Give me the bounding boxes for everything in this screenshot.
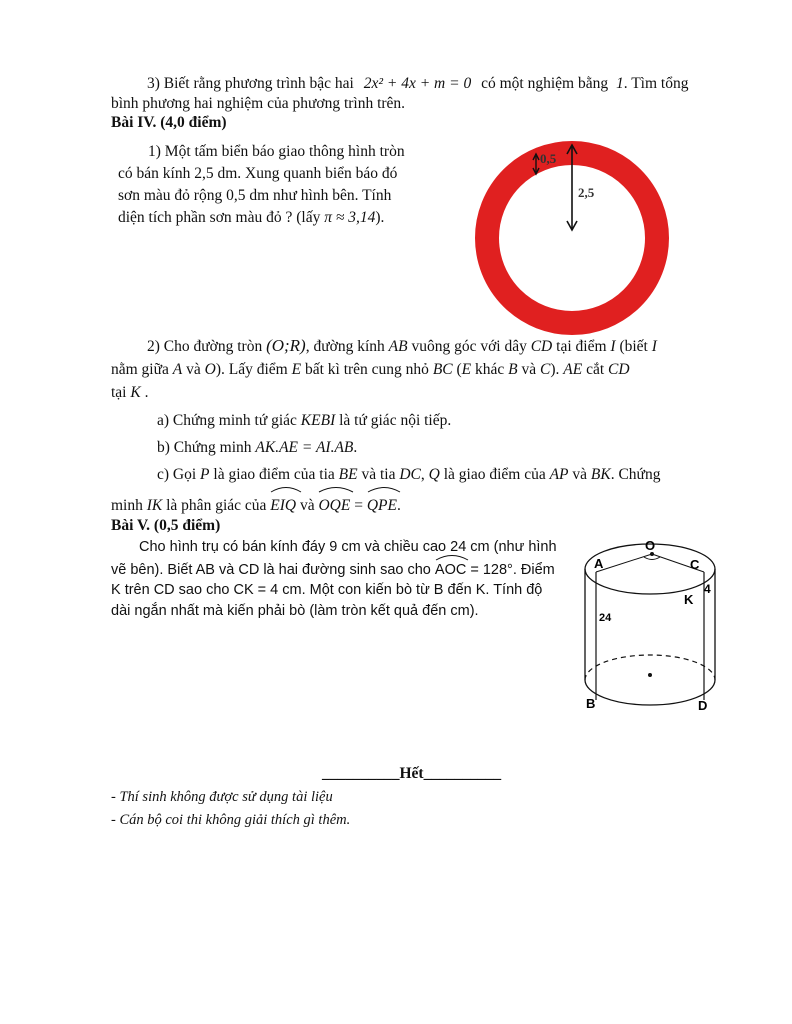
math: P	[200, 466, 210, 483]
text: và	[299, 497, 315, 514]
text: Cho hình trụ có bán kính đáy 9 cm và chiều cao 24 cm (như hình	[139, 539, 557, 555]
text: có bán kính 2,5 dm. Xung quanh biển báo đó	[118, 165, 398, 182]
bai5-heading	[111, 516, 220, 536]
math: BE	[338, 466, 358, 483]
math: DC	[399, 466, 421, 483]
math: AK.AE = AI.AB	[255, 439, 354, 456]
math: E	[291, 361, 302, 378]
math: CD	[530, 338, 553, 355]
text: , đường kính	[305, 338, 385, 355]
text: . Điểm	[512, 561, 555, 578]
angle-aoc	[435, 558, 466, 581]
math: BC	[432, 361, 453, 378]
text: .	[144, 384, 149, 401]
text: diện tích phần sơn màu đỏ ? (lấy	[118, 209, 321, 226]
math: EIQ	[270, 497, 297, 514]
footer-notes	[111, 786, 350, 832]
math: A	[172, 361, 183, 378]
pi-approx: π ≈ 3,14	[324, 209, 376, 226]
math: AE	[563, 361, 583, 378]
text: b) Chứng minh	[157, 439, 252, 456]
cylinder-figure	[580, 532, 730, 716]
math: AB	[388, 338, 408, 355]
ring-width-label: 0,5	[540, 151, 557, 166]
text: ,	[420, 466, 425, 483]
text: tại điểm	[556, 338, 607, 355]
angle-oqe	[318, 490, 350, 519]
text: bất kì trên cung nhỏ	[304, 361, 429, 378]
bai4-subquestions	[111, 407, 719, 519]
math: = 128°	[470, 561, 513, 578]
text: . Chứng	[610, 466, 661, 483]
label-d: D	[698, 698, 708, 713]
text: ).	[550, 361, 560, 378]
bai5-text	[111, 537, 576, 621]
text: K trên CD sao cho CK = 4 cm. Một con kiến bò từ B đến K. Tính độ	[111, 582, 543, 598]
label-k: K	[684, 592, 694, 607]
math: IK	[146, 497, 163, 514]
label-b: B	[586, 696, 596, 711]
heading: Bài V. (0,5 điểm)	[111, 517, 221, 534]
math: I	[610, 338, 616, 355]
circle-notation: (O;R)	[266, 336, 306, 355]
text: =	[354, 497, 363, 514]
bai4-heading	[111, 113, 227, 133]
math: BK	[590, 466, 611, 483]
math: O	[204, 361, 216, 378]
text: là giao điểm của tia	[213, 466, 335, 483]
text: và tia	[361, 466, 396, 483]
radius-label: 2,5	[578, 185, 595, 200]
math: B	[508, 361, 518, 378]
red-ring-figure	[474, 140, 670, 336]
text: cắt	[586, 361, 605, 378]
text: và	[186, 361, 201, 378]
radius-oa	[596, 554, 652, 572]
text: .	[396, 497, 401, 514]
math: KEBI	[300, 412, 336, 429]
math: C	[540, 361, 551, 378]
bai4-q1	[118, 141, 418, 229]
text: sơn màu đỏ rộng 0,5 dm như hình bên. Tính	[118, 187, 392, 204]
math: OQE	[318, 497, 351, 514]
label-ck: 4	[704, 582, 711, 596]
math: K	[130, 384, 141, 401]
text: vẽ bên). Biết AB và CD là hai đường sinh sao cho	[111, 561, 431, 578]
label-a: A	[594, 556, 604, 571]
heading: Bài IV. (4,0 điểm)	[111, 114, 227, 131]
text: a) Chứng minh tứ giác	[157, 412, 297, 429]
bottom-center	[648, 673, 652, 677]
angle-qpe	[367, 490, 397, 519]
math: AOC	[434, 561, 467, 578]
text: là tứ giác nội tiếp.	[339, 412, 452, 429]
question-3-3	[111, 74, 719, 114]
note: - Cán bộ coi thi không giải thích gì thêm.	[111, 812, 351, 828]
text: minh	[111, 497, 143, 514]
text: khác	[475, 361, 505, 378]
bottom-front-arc	[585, 680, 715, 705]
text: . Tìm tổng	[623, 75, 689, 92]
equation: 2x² + 4x + m = 0	[363, 75, 472, 92]
text: bình phương hai nghiệm của phương trình trên.	[111, 95, 406, 112]
label-o: O	[645, 538, 656, 553]
angle-arc	[644, 557, 660, 560]
math: I	[651, 338, 657, 355]
text: dài ngắn nhất mà kiến phải bò (làm tròn kết quả đến cm).	[111, 602, 479, 619]
text: là phân giác của	[166, 497, 267, 514]
math: AP	[549, 466, 569, 483]
text: có một nghiệm bằng	[481, 75, 609, 92]
text: 1) Một tấm biển báo giao thông hình tròn	[148, 143, 405, 160]
text: c) Gọi	[157, 466, 197, 483]
end-marker: __________Hết__________	[322, 765, 502, 782]
text: là giao điểm của	[443, 466, 546, 483]
text: tại	[111, 384, 127, 401]
label-height: 24	[599, 612, 612, 624]
text: ). Lấy điểm	[215, 361, 288, 378]
bai4-q2	[111, 334, 719, 404]
text: (	[456, 361, 462, 378]
text: nằm giữa	[111, 361, 169, 378]
root-value: 1	[615, 75, 624, 92]
text: ).	[375, 209, 385, 226]
text: 3) Biết rằng phương trình bậc hai	[147, 75, 354, 92]
text: 2) Cho đường tròn	[147, 338, 263, 355]
angle-eiq	[270, 490, 296, 519]
text: .	[353, 439, 358, 456]
math: Q	[428, 466, 440, 483]
label-c: C	[690, 557, 700, 572]
math: E	[461, 361, 472, 378]
math: CD	[608, 361, 630, 378]
math: QPE	[366, 497, 397, 514]
note: - Thí sinh không được sử dụng tài liệu	[111, 789, 333, 805]
text: và	[521, 361, 537, 378]
text: (biết	[619, 338, 648, 355]
text: và	[572, 466, 588, 483]
text: vuông góc với dây	[411, 338, 527, 355]
